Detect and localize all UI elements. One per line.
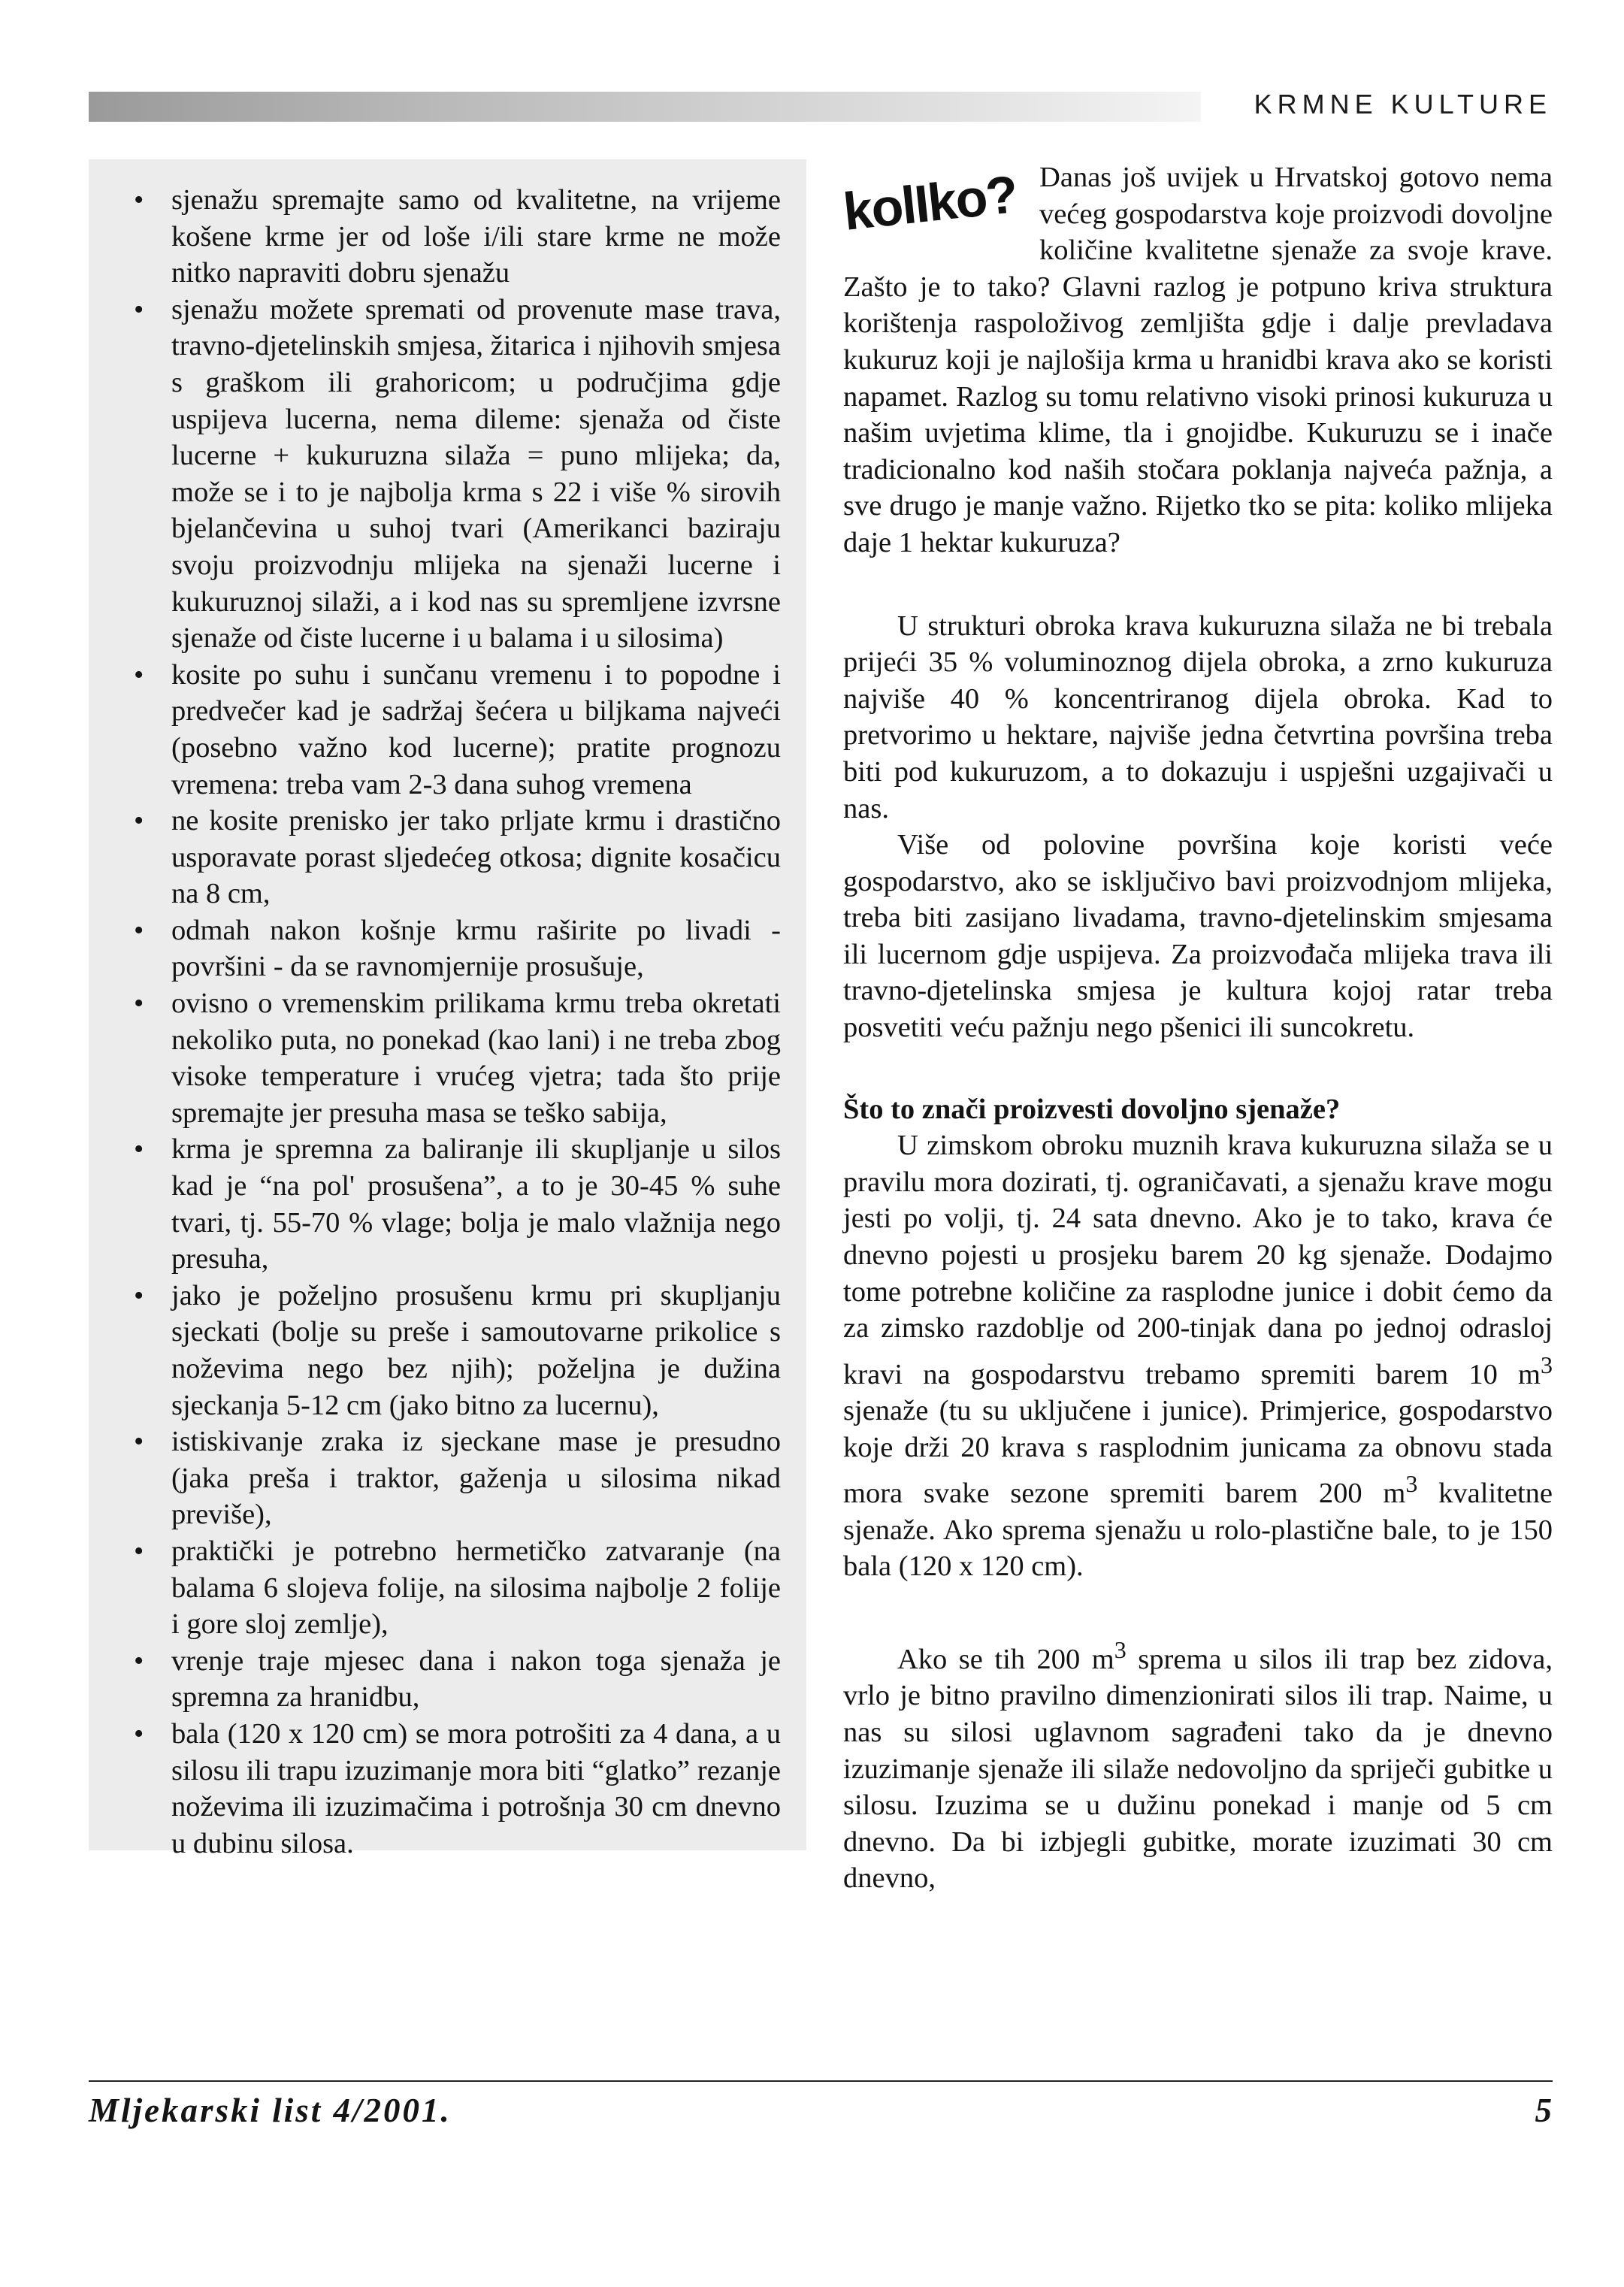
text-run: Ako se tih 200 m bbox=[897, 1643, 1114, 1675]
bullet-item: • kosite po suhu i sunčanu vremenu i to popodne i predvečer kad je sadržaj šećera u biljkama najveći (posebno važno kod lucerne); pratite prognozu vremena: treba vam 2-3 dana suhog vremena bbox=[117, 657, 781, 803]
bullet-item: • ovisno o vremenskim prilikama krmu treba okretati nekoliko puta, no ponekad (kao lani) i ne treba zbog visoke temperature i vrućeg vjetra; tada što prije spremajte jer presuha masa se teško sabija, bbox=[117, 985, 781, 1131]
bullet-list bbox=[117, 182, 781, 1862]
main-column bbox=[840, 159, 1553, 1897]
bullet-item: • odmah nakon košnje krmu raširite po livadi - površini - da se ravnomjernije prosušuje, bbox=[117, 912, 781, 985]
bullet-item: • vrenje traje mjesec dana i nakon toga sjenaža je spremna za hranidbu, bbox=[117, 1643, 781, 1716]
body-paragraph bbox=[843, 1632, 1553, 1897]
superscript: 3 bbox=[1405, 1470, 1418, 1498]
footer-rule bbox=[89, 2080, 1553, 2082]
bullet-item: • istiskivanje zraka iz sjeckane mase je presudno (jaka preša i traktor, gaženja u silosima nikad previše), bbox=[117, 1423, 781, 1533]
subheading: Što to znači proizvesti dovoljno sjenaže? bbox=[843, 1093, 1341, 1125]
journal-name: Mljekarski list 4/2001. bbox=[89, 2092, 452, 2129]
bullet-item: • praktički je potrebno hermetičko zatvaranje (na balama 6 slojeva folije, na silosima najbolje 2 folije i gore sloj zemlje), bbox=[117, 1533, 781, 1643]
bullet-item: • bala (120 x 120 cm) se mora potrošiti za 4 dana, a u silosu ili trapu izuzimanje mora biti “glatko” rezanje noževima ili izuzimačima i potrošnja 30 cm dnevno u dubinu silosa. bbox=[117, 1716, 781, 1862]
superscript: 3 bbox=[1540, 1351, 1553, 1378]
text-run: sprema u silos ili trap bez zidova, vrlo je bitno pravilno dimenzionirati silos ili trap. Naime, u nas su silosi uglavnom sagrađeni tako da je dnevno izuzimanje sjenaže ili silaže nedovoljno da spriječi gubitke u silosu. Izuzima se u dužinu ponekad i manje od 5 cm dnevno. Da bi izbjegli gubitke, morate izuzimati 30 cm dnevno, bbox=[843, 1643, 1553, 1895]
bullet-item: • jako je poželjno prosušenu krmu pri skupljanju sjeckati (bolje su preše i samoutovarne prikolice s noževima nego bez njih); poželjna je dužina sjeckanja 5-12 cm (jako bitno za lucernu), bbox=[117, 1278, 781, 1423]
text-run: kvalitetne sjenaže. Ako sprema sjenažu u rolo-plastične bale, to je 150 bala (120 x 120 cm). bbox=[843, 1478, 1553, 1583]
body-paragraph: Više od polovine površina koje koristi veće gospodarstvo, ako se isključivo bavi proizvodnjom mlijeka, treba biti zasijano livadama, travno-djetelinskim smjesama ili lucernom gdje uspijeva. Za proizvođača mlijeka trava ili travno-djetelinska smjesa je kultura kojoj ratar treba posvetiti veću pažnju nego pšenici ili suncokretu. bbox=[843, 829, 1553, 1044]
koliko-logo: kolIko? bbox=[840, 165, 1020, 241]
bullet-item: • ne kosite prenisko jer tako prljate krmu i drastično usporavate porast sljedećeg otkosa; dignite kosačicu na 8 cm, bbox=[117, 803, 781, 912]
intro-paragraph: Danas još uvijek u Hrvatskoj gotovo nema većeg gospodarstva koje proizvodi dovoljne količine kvalitetne sjenaže za svoje krave. Zašto je to tako? Glavni razlog je potpuno kriva struktura korištenja raspoloživog zemljišta gdje i dalje prevladava kukuruz koji je najlošija krma u hranidbi krava ako se koristi napamet. Razlog su tomu relativno visoki prinosi kukuruza u našim uvjetima klime, tla i gnojidbe. Kukuruzu se i inače tradicionalno kod naših stočara poklanja najveća pažnja, a sve drugo je manje važno. Rijetko tko se pita: koliko mlijeka daje 1 hektar kukuruza? bbox=[843, 162, 1553, 558]
header-decorative-strip bbox=[89, 92, 1201, 122]
bullet-item: • sjenažu spremajte samo od kvalitetne, na vrijeme košene krme jer od loše i/ili stare krme ne može nitko napraviti dobru sjenažu bbox=[117, 182, 781, 292]
page-number: 5 bbox=[1535, 2092, 1552, 2129]
superscript: 3 bbox=[1114, 1636, 1127, 1664]
body-paragraph bbox=[843, 1127, 1553, 1585]
text-run: sjenaže (tu su uključene i junice). Primjerice, gospodarstvo koje drži 20 krava s rasplodnim junicama za obnovu stada mora svake sezone spremiti barem 200 m bbox=[843, 1395, 1553, 1510]
section-title: KRMNE KULTURE bbox=[1254, 89, 1552, 119]
bullet-item: • krma je spremna za baliranje ili skupljanje u silos kad je “na pol' prosušena”, a to je 30-45 % suhe tvari, tj. 55-70 % vlage; bolja je malo vlažnija nego presuha, bbox=[117, 1131, 781, 1277]
sidebar-box bbox=[89, 159, 806, 1859]
bullet-item: • sjenažu možete spremati od provenute mase trava, travno-djetelinskih smjesa, žitarica i njihovih smjesa s graškom ili grahoricom; u područjima gdje uspijeva lucerna, nema dileme: sjenaža od čiste lucerne + kukuruzna silaža = puno mlijeka; da, može se i to je najbolja krma s 22 i više % sirovih bjelančevina u suhoj tvari (Amerikanci baziraju svoju proizvodnju mlijeka na sjenaži lucerne i kukuruznoj silaži, a i kod nas su spremljene izvrsne sjenaže od čiste lucerne i u balama i u silosima) bbox=[117, 292, 781, 657]
body-paragraph: U strukturi obroka krava kukuruzna silaža ne bi trebala prijeći 35 % voluminoznog dijela obroka, a zrno kukuruza najviše 40 % koncentriranog dijela obroka. Kad to pretvorimo u hektare, najviše jedna četvrtina površina treba biti pod kukuruzom, a to dokazuju i uspješni uzgajivači u nas. bbox=[843, 610, 1553, 824]
text-run: U zimskom obroku muznih krava kukuruzna silaža se u pravilu mora dozirati, tj. ograničavati, a sjenažu krave mogu jesti po volji, tj. 24 sata dnevno. Ako je to tako, krava će dnevno pojesti u prosjeku barem 20 kg sjenaže. Dodajmo tome potrebne količine za rasplodne junice i dobit ćemo da za zimsko razdoblje od 200-tinjak dana po jednoj odrasloj kravi na gospodarstvu trebamo spremiti barem 10 m bbox=[843, 1130, 1553, 1390]
